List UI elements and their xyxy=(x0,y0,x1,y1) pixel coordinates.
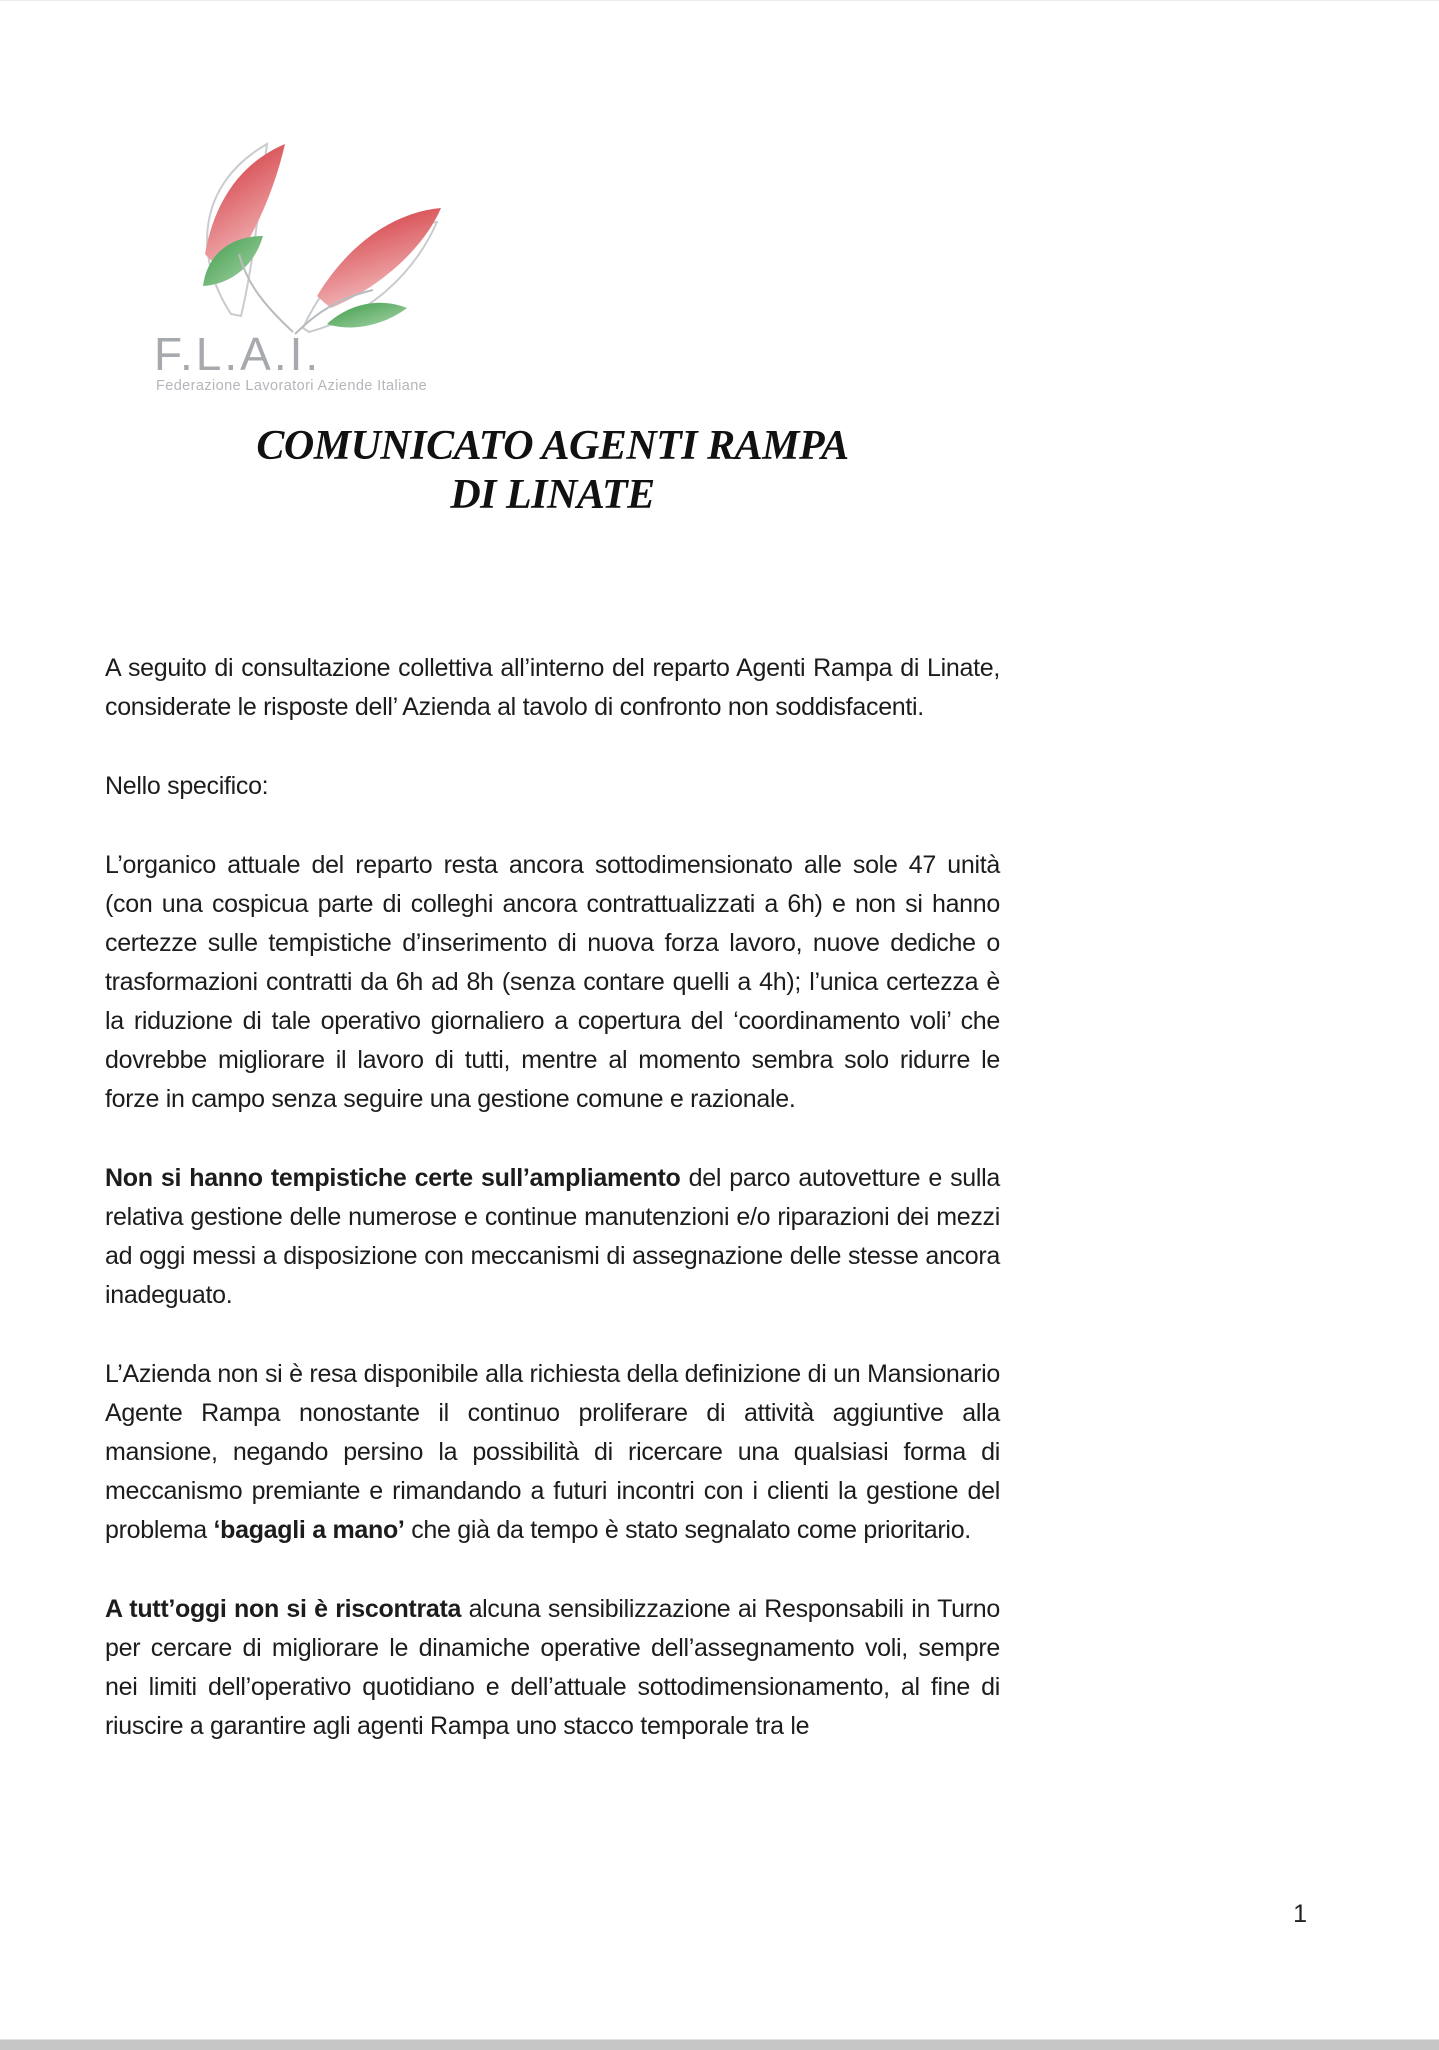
paragraph-responsabili: A tutt’oggi non si è riscontrata alcuna sensibilizzazione ai Responsabili in Turno per cercare di migliorare le dinamiche operative dell’assegnamento voli, sempre nei limiti dell’operativo quotidiano e dell’attuale sottodimensionamento, al fine di riuscire a garantire agli agenti Rampa uno stacco temporale tra le xyxy=(105,1595,1000,1740)
logo-subtitle: Federazione Lavoratori Aziende Italiane xyxy=(156,378,428,394)
paragraph-nello-specifico: Nello specifico: xyxy=(105,772,269,800)
paragraph-organico: L’organico attuale del reparto resta ancora sottodimensionato alle sole 47 unità (con una cospicua parte di colleghi ancora contrattualizzati a 6h) e non si hanno certezze sulle tempistiche d’inserimento di nuova forza lavoro, nuove dediche o trasformazioni contratti da 6h ad 8h (senza contare quelli a 4h); l’unica certezza è la riduzione di tale operativo giornaliero a copertura del ‘coordinamento voli’ che dovrebbe migliorare il lavoro di tutti, mentre al momento sembra solo ridurre le forze in campo senza seguire una gestione comune e razionale. xyxy=(105,851,1000,1113)
flai-logo xyxy=(140,131,480,401)
paragraph-intro: A seguito di consultazione collettiva all’interno del reparto Agenti Rampa di Linate, considerate le risposte dell’ Azienda al tavolo di confronto non soddisfacenti. xyxy=(105,654,1000,721)
paragraph-autovetture: Non si hanno tempistiche certe sull’ampliamento del parco autovetture e sulla relativa gestione delle numerose e continue manutenzioni e/o riparazioni dei mezzi ad oggi messi a disposizione con meccanismi di assegnazione delle stesse ancora inadeguato. xyxy=(105,1164,1000,1309)
page-number: 1 xyxy=(1293,1900,1307,1928)
page-bottom-edge xyxy=(0,2039,1439,2050)
document-title xyxy=(105,422,1000,520)
paragraph-mansionario: L’Azienda non si è resa disponibile alla richiesta della definizione di un Mansionario Agente Rampa nonostante il continuo proliferare di attività aggiuntive alla mansione, negando persino la possibilità di ricercare una qualsiasi forma di meccanismo premiante e rimandando a futuri incontri con i clienti la gestione del problema ‘bagagli a mano’ che già da tempo è stato segnalato come prioritario. xyxy=(105,1360,1000,1544)
document-body xyxy=(105,649,1000,1786)
title-line-2: DI LINATE xyxy=(450,472,655,518)
title-line-1: COMUNICATO AGENTI RAMPA xyxy=(256,423,849,469)
logo-acronym: F.L.A.I. xyxy=(154,328,322,380)
flai-flower-icon xyxy=(145,136,445,336)
